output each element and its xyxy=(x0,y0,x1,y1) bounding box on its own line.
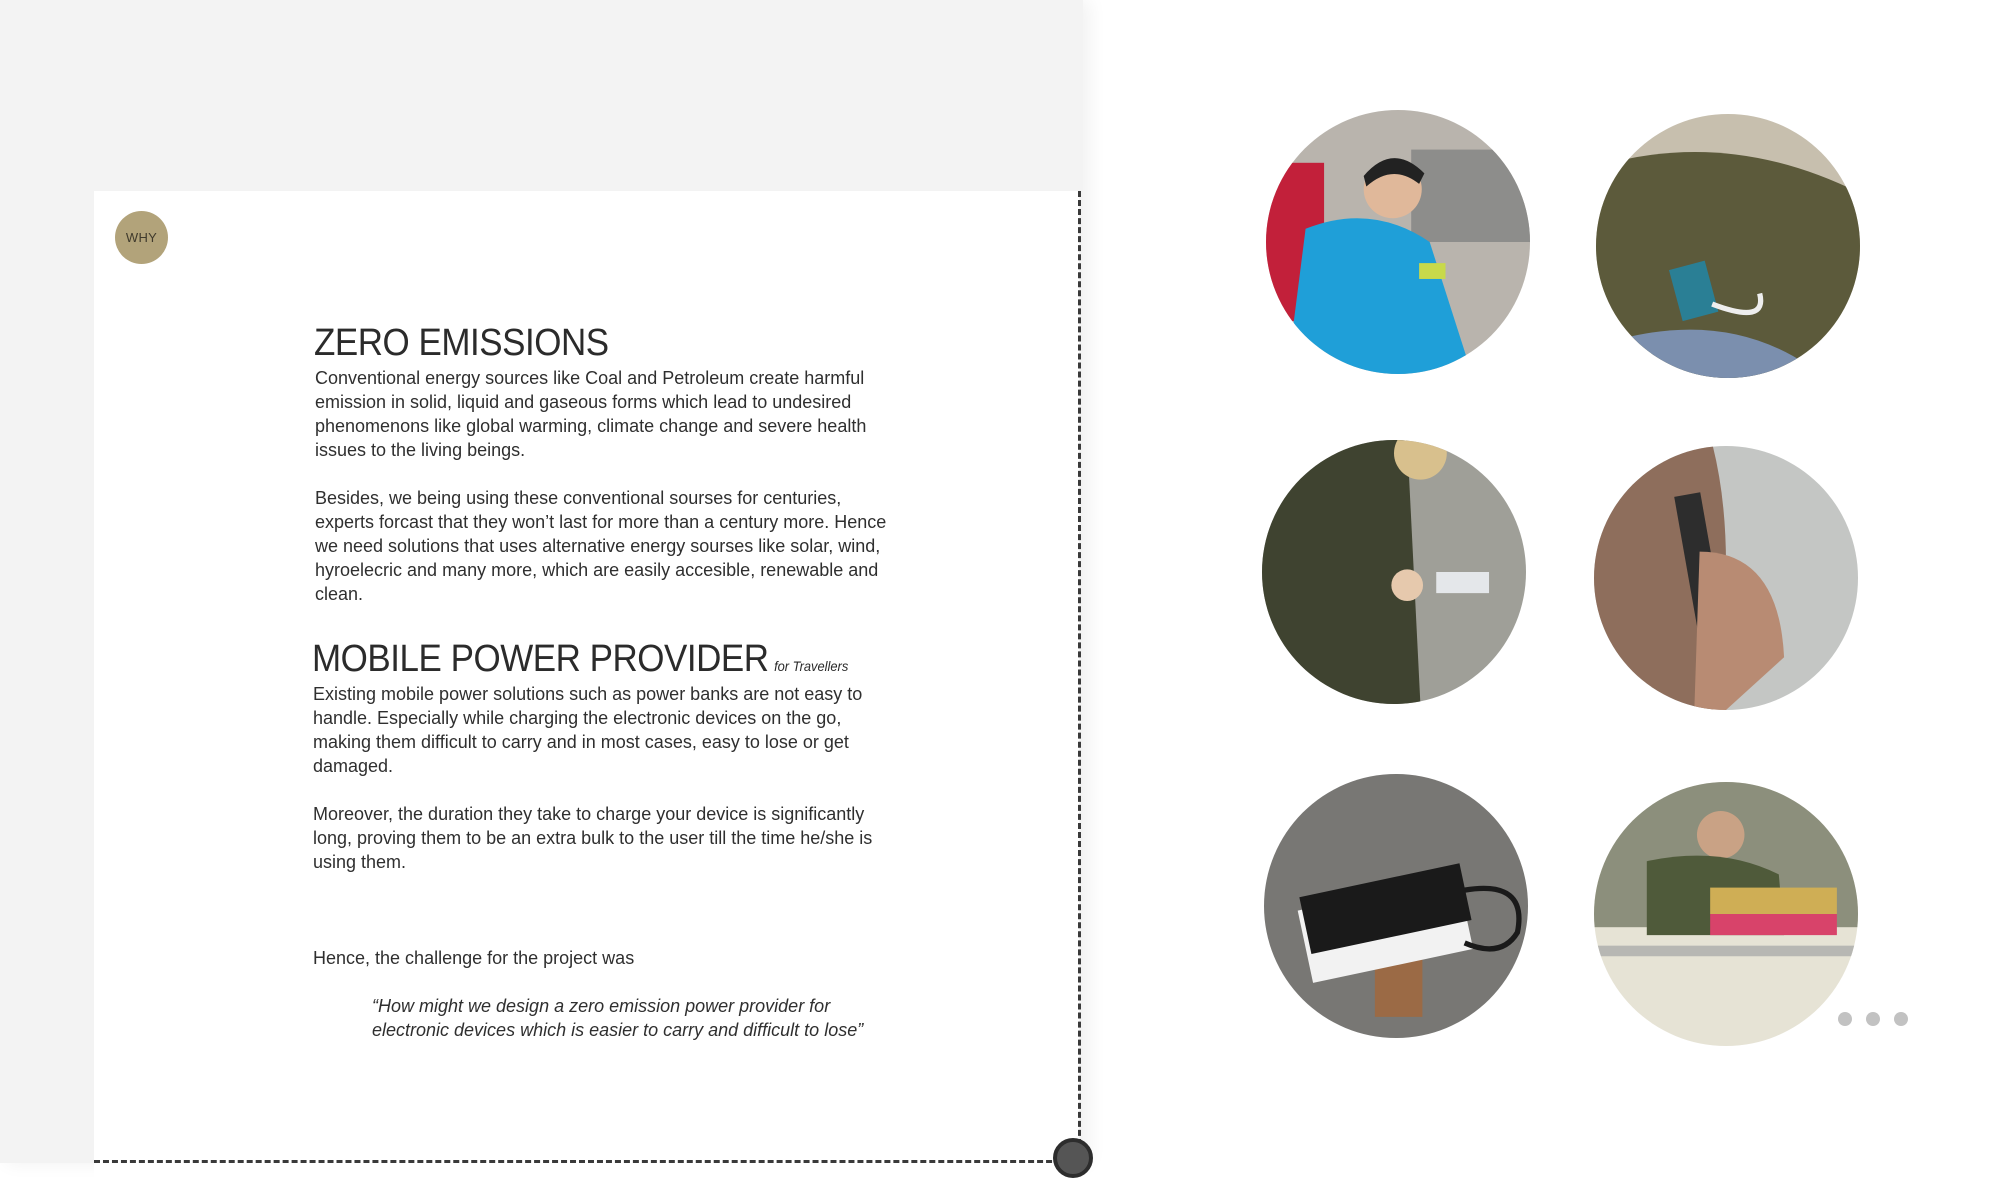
zero-emissions-heading: ZERO EMISSIONS xyxy=(314,322,609,364)
photo-traveller-blue-jacket xyxy=(1266,110,1530,374)
pagination-dot[interactable] xyxy=(1866,1012,1880,1026)
photo-charging-phone-lap xyxy=(1596,114,1860,378)
why-badge xyxy=(115,211,168,264)
mobile-power-subtitle: for Travellers xyxy=(774,658,849,674)
photo-phone-on-powerbank xyxy=(1264,774,1528,1038)
challenge-intro: Hence, the challenge for the project was xyxy=(313,948,635,968)
challenge-quote: “How might we design a zero emission power provider for electronic devices which is easier to carry and difficult to lose” xyxy=(372,996,864,1040)
pagination-dot[interactable] xyxy=(1838,1012,1852,1026)
zero-emissions-paragraph-1: Conventional energy sources like Coal and Petroleum create harmful emission in solid, liquid and gaseous forms which lead to undesired phenomenons like global warming, climate change and severe health issues to the living beings. xyxy=(315,368,867,460)
mobile-power-title: MOBILE POWER PROVIDER xyxy=(312,638,769,680)
zero-emissions-paragraph-2: Besides, we being using these conventional sourses for centuries, experts forcast that they won’t last for more than a century more. Hence we need solutions that uses alternative energy sourses like solar, wind, hyroelecric and many more, which are easily accesible, renewable and clean. xyxy=(315,488,887,604)
why-badge-label: WHY xyxy=(125,230,158,245)
carousel-pagination xyxy=(1838,1012,1908,1026)
page-edge-right xyxy=(1078,191,1081,1163)
photo-people-studying xyxy=(1594,782,1858,1046)
photo-man-phone-call xyxy=(1594,446,1858,710)
page-corner-handle[interactable] xyxy=(1053,1138,1093,1178)
mobile-power-paragraph-1: Existing mobile power solutions such as power banks are not easy to handle. Especially while charging the electronic devices on the go, making them difficult to carry and in most cases, easy to lose or get damaged. xyxy=(313,684,863,776)
mobile-power-heading xyxy=(312,638,848,681)
pagination-dot[interactable] xyxy=(1894,1012,1908,1026)
mobile-power-paragraph-2: Moreover, the duration they take to charge your device is significantly long, proving them to be an extra bulk to the user till the time he/she is using them. xyxy=(313,804,873,872)
photo-woman-phone-cable xyxy=(1262,440,1526,704)
